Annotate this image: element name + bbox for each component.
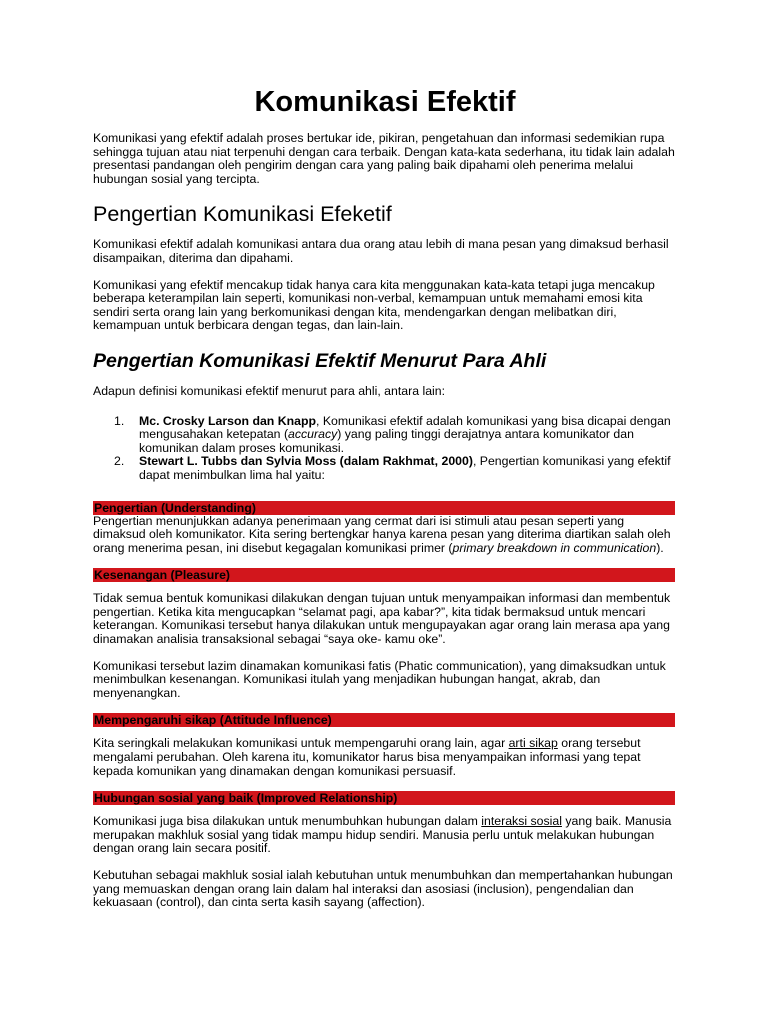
section-heading-para-ahli: Pengertian Komunikasi Efektif Menurut Para Ahli — [93, 349, 547, 372]
intro-paragraph: Komunikasi yang efektif adalah proses bertukar ide, pikiran, pengetahuan dan informasi sedemikian rupa sehingga tujuan atau niat terpenuhi dengan cara terbaik. Dengan kata-kata sederhana, itu tidak lain adalah presentasi pandangan oleh pengirim dengan cara yang paling baik dipahami oleh penerima melalui hubungan sosial yang tercipta. — [93, 131, 675, 186]
link-arti-sikap[interactable]: arti sikap — [508, 736, 558, 751]
list-item — [93, 415, 677, 456]
section1-paragraph-2: Komunikasi yang efektif mencakup tidak hanya cara kita menggunakan kata-kata tetapi juga mencakup beberapa keterampilan lain seperti, komunikasi non-verbal, kemampuan untuk memahami emosi kita sendiri serta orang lain yang berkomunikasi dengan kita, mendengarkan dengan melibatkan diri, kemampuan untuk berbicara dengan tegas, dan lain-lain. — [93, 277, 655, 333]
pleasure-paragraph-2: Komunikasi tersebut lazim dinamakan komunikasi fatis (Phatic communication), yang dimaksudkan untuk menimbulkan kesenangan. Komunikasi itulah yang menjadikan hubungan hangat, akrab, dan menyenangkan. — [93, 658, 666, 700]
author-name: Mc. Crosky Larson dan Knapp — [139, 413, 316, 428]
understanding-paragraph: Pengertian menunjukkan adanya penerimaan yang cermat dari isi stimuli atau pesan seperti yang dimaksud oleh komunikator. Kita sering bertengkar hanya karena pesan yang diterima diartikan salah oleh orang menerima pesan, ini disebut kegagalan komunikasi primer (primary breakdown in communication). — [93, 513, 671, 555]
relationship-paragraph-1: Komunikasi juga bisa dilakukan untuk menumbuhkan hubungan dalam interaksi sosial yang baik. Manusia merupakan makhluk sosial yang tidak mampu hidup sendiri. Manusia perlu untuk melakukan hubungan dengan orang lain secara positif. — [93, 814, 672, 856]
list-item — [93, 455, 677, 482]
section2-intro: Adapun definisi komunikasi efektif menurut para ahli, antara lain: — [93, 383, 446, 398]
definition-text: , Pengertian komunikasi yang efektif dapat menimbulkan lima hal yaitu: — [139, 454, 671, 482]
pleasure-paragraph-1: Tidak semua bentuk komunikasi dilakukan dengan tujuan untuk menyampaikan informasi dan membentuk pengertian. Ketika kita mengucapkan “selamat pagi, apa kabar?”, kita tidak bermaksud untuk mencari keterangan. Komunikasi tersebut hanya dilakukan untuk mengupayakan agar orang lain merasa apa yang dinamakan analisia transaksional sebagai “saya oke- kamu oke”. — [93, 591, 671, 647]
link-interaksi-sosial[interactable]: interaksi sosial — [481, 814, 562, 829]
attitude-paragraph: Kita seringkali melakukan komunikasi untuk mempengaruhi orang lain, agar arti sikap orang tersebut mengalami perubahan. Oleh karena itu, komunikator harus bisa menyampaikan informasi yang tepat kepada komunikan yang dinamakan dengan komunikasi persuasif. — [93, 736, 641, 778]
definition-text: , Komunikasi efektif adalah komunikasi yang bisa dicapai dengan mengusahakan ketepatan ( — [139, 413, 671, 442]
list-number: 1. — [114, 413, 125, 428]
highlight-heading-pleasure: Kesenangan (Pleasure) — [93, 568, 675, 582]
document-body — [93, 82, 677, 910]
section-heading-pengertian: Pengertian Komunikasi Efeketif — [93, 202, 392, 227]
page-title: Komunikasi Efektif — [254, 86, 516, 118]
italic-term: primary breakdown in communication — [452, 540, 657, 555]
highlight-heading-understanding: Pengertian (Understanding) — [93, 501, 675, 515]
relationship-paragraph-2: Kebutuhan sebagai makhluk sosial ialah kebutuhan untuk menumbuhkan dan mempertahankan hubungan yang memuaskan dengan orang lain dalam hal interaksi dan asosiasi (inclusion), pengendalian dan kekuasaan (control), dan cinta serta kasih sayang (affection). — [93, 868, 673, 910]
list-number: 2. — [114, 454, 125, 469]
highlight-heading-attitude: Mempengaruhi sikap (Attitude Influence) — [93, 713, 675, 727]
expert-definition-list — [93, 415, 677, 483]
author-name: Stewart L. Tubbs dan Sylvia Moss (dalam Rakhmat, 2000) — [139, 454, 473, 469]
highlight-heading-relationship: Hubungan sosial yang baik (Improved Relationship) — [93, 791, 675, 805]
italic-term: accuracy — [288, 427, 338, 442]
definition-text: ) yang paling tinggi derajatnya antara komunikator dan komunikan dalam proses komunikasi. — [139, 427, 634, 455]
section1-paragraph-1: Komunikasi efektif adalah komunikasi antara dua orang atau lebih di mana pesan yang dimaksud berhasil disampaikan, diterima dan dipahami. — [93, 237, 669, 265]
